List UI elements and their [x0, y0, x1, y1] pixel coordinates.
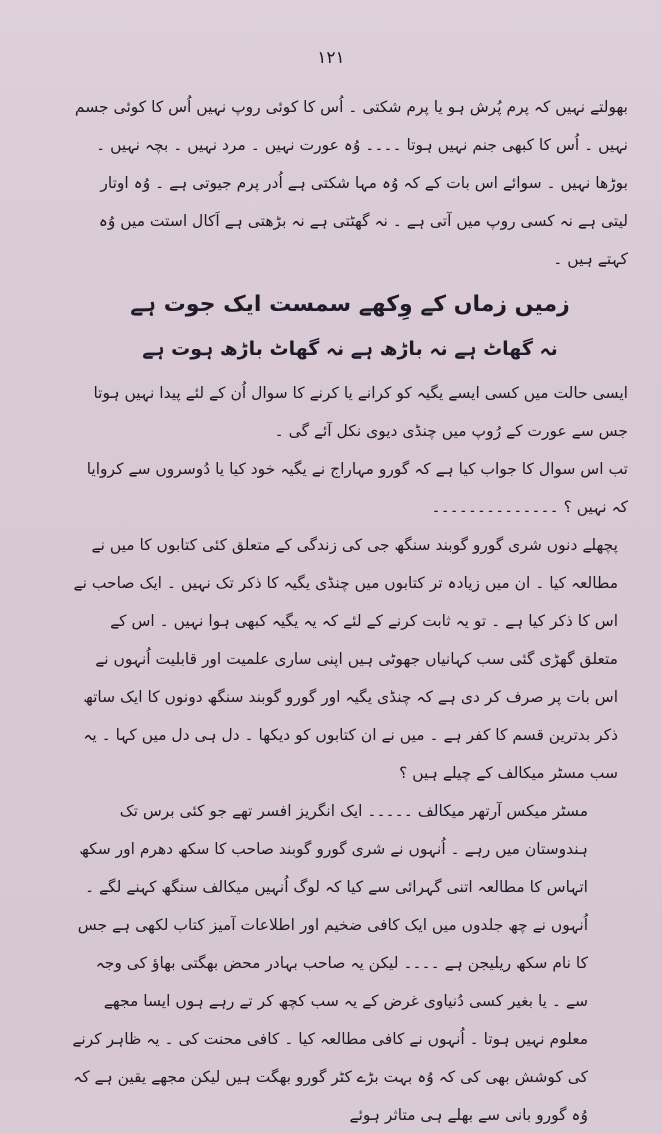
- paragraph-1: بھولتے نہیں کہ پرم پُرش ہو یا پرم شکتی ۔ اُس کا کوئی روپ نہیں اُس کا کوئی جسم نہیں ۔ اُس کا کبھی جنم نہیں ہوتا ۔۔۔۔ وُہ عورت نہیں ۔ مرد نہیں ۔ بچہ نہیں ۔ بوڑھا نہیں ۔ سوائے اس بات کے کہ وُہ مہا شکتی ہے اُدر پرم جیوتی ہے ۔ وُہ اوتار لیتی ہے نہ کسی روپ میں آتی ہے ۔ نہ گھٹتی ہے نہ بڑھتی ہے اَکال استت میں وُہ کہتے ہیں ۔: [74, 98, 628, 268]
- paragraph-4: پچھلے دنوں شری گورو گوبند سنگھ جی کی زندگی کے متعلق کئی کتابوں کا میں نے مطالعہ کیا ۔ ان میں زیادہ تر کتابوں میں چنڈی یگیہ کا ذکر تک نہیں ۔ ایک صاحب نے اس کا ذکر کیا ہے ۔ تو یہ ثابت کرنے کے لئے کہ یہ یگیہ کبھی ہوا نہیں ۔ اس کے متعلق گھڑی گئی سب کہانیاں جھوٹی ہیں اپنی ساری علمیت اور قابلیت اُنہوں نے اس بات پر صرف کر دی ہے کہ چنڈی یگیہ اور گورو گوبند سنگھ دونوں کا ایک ساتھ ذکر بدترین قسم کا کفر ہے ۔ میں نے ان کتابوں کو دیکھا ۔ دل ہی دل میں کہا ۔ یہ سب مسٹر میکالف کے چیلے ہیں ؟: [73, 536, 618, 782]
- paragraph-3: تب اس سوال کا جواب کیا ہے کہ گورو مہاراج نے یگیہ خود کیا یا دُوسروں سے کروایا کہ نہیں ؟ ۔۔۔۔۔۔۔۔۔۔۔۔۔۔: [86, 460, 628, 516]
- verse-line-1: زمیں زماں کے وِکھے سمست ایک جوت ہے: [130, 292, 570, 317]
- paragraph-5: مسٹر میکس آرتھر میکالف ۔۔۔۔۔ ایک انگریز افسر تھے جو کئی برس تک ہندوستان میں رہے ۔ اُنہوں نے شری گورو گوبند صاحب کا سکھ دھرم اور سکھ اتہاس کا مطالعہ اتنی گہرائی سے کیا کہ لوگ اُنہیں میکالف سنگھ کہنے لگے ۔ اُنہوں نے چھ جلدوں میں ایک کافی ضخیم اور اطلاعات آمیز کتاب لکھی ہے جس کا نام سکھ ریلیجن ہے ۔۔۔۔ لیکن یہ صاحب بہادر محض بھگتی بھاؤ کی وجہ سے ۔ یا بغیر کسی دُنیاوی غرض کے یہ سب کچھ کر تے رہے ہوں ایسا مجھے معلوم نہیں ہوتا ۔ اُنہوں نے کافی مطالعہ کیا ۔ کافی محنت کی ۔ یہ ظاہر کرنے کی کوشش بھی کی کہ وُہ بہت بڑے کٹر گورو بھگت ہیں لیکن مجھے یقین ہے کہ وُہ گورو بانی سے بھلے ہی متاثر ہوئے: [72, 802, 588, 1124]
- page-number: ۱۲۱: [317, 48, 345, 68]
- page-body: [72, 88, 628, 1134]
- paragraph-2: ایسی حالت میں کسی ایسے یگیہ کو کرانے یا کرنے کا سوال اُن کے لئے پیدا نہیں ہوتا جس سے عورت کے رُوپ میں چنڈی دیوی نکل آئے گی ۔: [93, 384, 628, 440]
- verse-line-2: نہ گھاٹ ہے نہ باڑھ ہے نہ گھاٹ باڑھ ہوت ہے: [142, 338, 558, 360]
